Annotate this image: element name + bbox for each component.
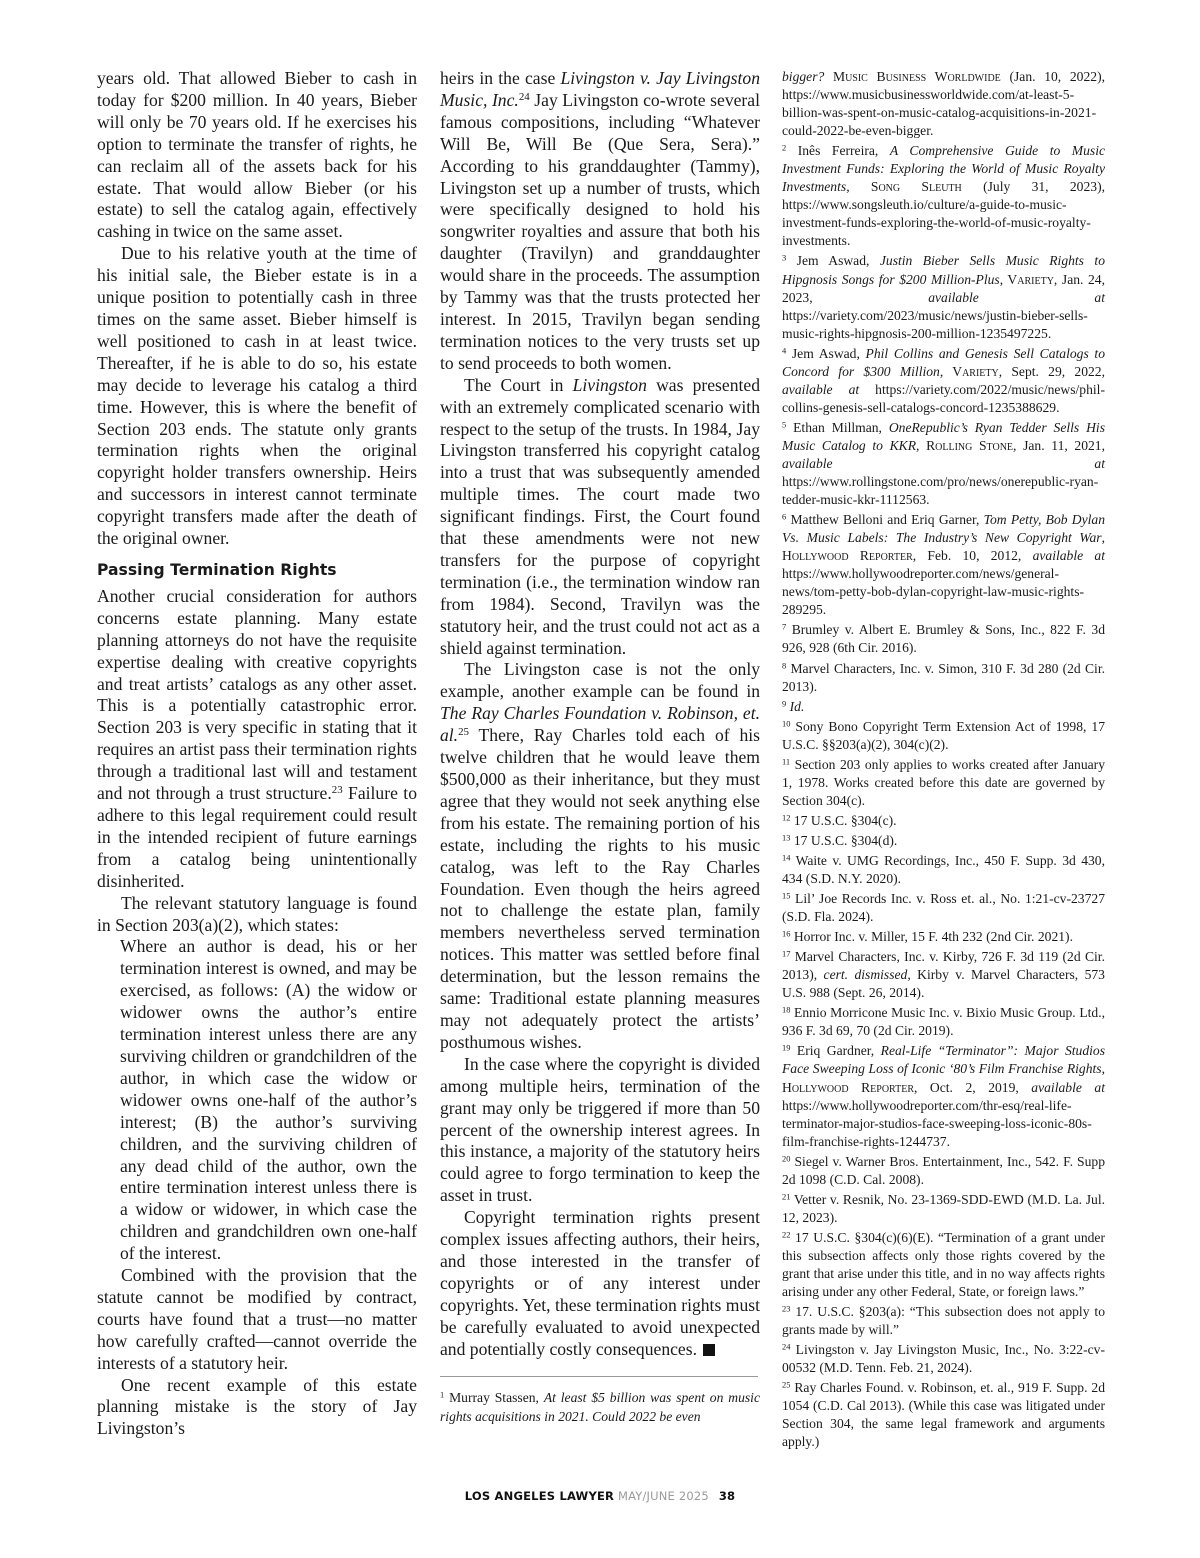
block-quote: Where an author is dead, his or her termination interest is owned, and may be exercised, as follows: (A) the widow or widower owns the author’s entire termination interest unless there are any surviving children or grandchildren of the author, in which case the widow or widower owns one-half of the author’s interest; (B) the author’s surviving children, and the surviving children of any dead child of the author, own the entire termination interest unless there is a widow or widower, in which case the children and grandchildren own one-half of the interest. bbox=[120, 936, 417, 1264]
available-at: available at bbox=[928, 289, 1106, 305]
text-span: Another crucial consideration for authors concerns estate planning. Many estate planning attorneys do not have the requisite expertise dealing with creative copyrights and treat artists’ catalogs as any other asset. This is a potentially catastrophic error. Section 203 is very specific in stating that it requires an artist pass their termination rights through a traditional last will and testament and not through a trust structure. bbox=[97, 585, 417, 804]
footnote-23 bbox=[782, 1303, 1105, 1339]
body-paragraph bbox=[440, 659, 760, 1053]
available-at: available at bbox=[782, 381, 860, 397]
text-span: Lil’ Joe Records Inc. v. Ross et. al., No. 1:21-cv-23727 (S.D. Fla. 2024). bbox=[782, 891, 1105, 925]
footnote-20 bbox=[782, 1153, 1105, 1189]
footnote-number: 11 bbox=[782, 756, 791, 767]
footnote-number: 8 bbox=[782, 659, 787, 670]
text-span: 17 U.S.C. §304(d). bbox=[790, 832, 898, 848]
body-paragraph bbox=[440, 68, 760, 375]
text-span: https://variety.com/2022/music/news/phil-collins-genesis-sell-catalogs-concord-1235388629. bbox=[782, 381, 1105, 415]
footnote-number: 13 bbox=[782, 832, 791, 843]
text-span: (July 31, 2023), https://www.songsleuth.io/culture/a-guide-to-music-investment-funds-exploring-the-world-of-music-royalty-investments. bbox=[782, 179, 1105, 249]
article-title: At least $5 billion was spent on music rights acquisitions in 2021. Could 2022 be even bbox=[440, 1390, 760, 1424]
footnote-number: 15 bbox=[782, 890, 791, 901]
footnote-number: 4 bbox=[782, 345, 787, 356]
footnote-11 bbox=[782, 756, 1105, 810]
publication-name: , Hollywood Reporter bbox=[782, 530, 1105, 564]
footnote-number: 7 bbox=[782, 621, 787, 632]
footnote-14 bbox=[782, 852, 1105, 888]
footnote-15 bbox=[782, 890, 1105, 926]
body-paragraph bbox=[440, 375, 760, 660]
body-paragraph: The relevant statutory language is found in Section 203(a)(2), which states: bbox=[97, 892, 417, 935]
footnote-1 bbox=[440, 1389, 760, 1425]
text-span: Marvel Characters, Inc. v. Kirby, 726 F. 3d 119 (2d Cir. 2013), bbox=[782, 949, 1105, 983]
text-span: cert. dismissed bbox=[823, 967, 908, 983]
footnote-ref: 24 bbox=[518, 90, 530, 103]
publication-name: Music Business Worldwide bbox=[824, 69, 1001, 84]
available-at: available at bbox=[1032, 548, 1105, 564]
case-name: Livingston v. Jay Livingston Music, Inc. bbox=[440, 68, 760, 110]
text-span: 17. U.S.C. §203(a): “This subsection does not apply to grants made by will.” bbox=[782, 1304, 1105, 1338]
body-paragraph: years old. That allowed Bieber to cash in today for $200 million. In 40 years, Bieber will only be 70 years old. If he exercises his option to terminate the transfer of rights, he can reclaim all of the assets back for his estate. That would allow Bieber (or his estate) to sell the catalog again, effectively cashing in twice on the same asset. bbox=[97, 68, 417, 242]
text-span: Inês Ferreira, bbox=[786, 143, 890, 159]
publication-title: LOS ANGELES LAWYER bbox=[464, 1489, 615, 1503]
footnote-16 bbox=[782, 928, 1105, 946]
text-span: Section 203 only applies to works created after January 1, 1978. Works created before this date are governed by Section 304(c). bbox=[782, 756, 1105, 808]
text-span: Matthew Belloni and Eriq Garner, bbox=[786, 512, 984, 528]
available-at: available at bbox=[1031, 1079, 1105, 1095]
text-span: , Oct. 2, 2019, bbox=[914, 1079, 1032, 1095]
text-span: , Feb. 10, 2012, bbox=[912, 548, 1033, 564]
text-span: Jay Livingston co-wrote several famous compositions, including “Whatever Will Be, Will Be (Que Sera, Sera).” According to his granddaughter (Tammy), Livingston set up a number of trusts, which were specifically designed to hold his songwriter royalties and assure that both his daughter (Travilyn) and granddaughter would share in the proceeds. The assumption by Tammy was that the trusts protected her interest. In 2015, Travilyn began sending termination notices to the very trusts set up to send proceeds to both women. bbox=[440, 89, 760, 373]
footnote-3 bbox=[782, 252, 1105, 342]
text-span: Failure to adhere to this legal requirement could result in the intended recipient of future earnings from a catalog being unintentionally disinherited. bbox=[97, 783, 417, 891]
text-span: Copyright termination rights present complex issues affecting authors, their heirs, and those interested in the transfer of copyrights or of any interest under copyrights. Yet, these termination rights must be carefully evaluated to avoid unexpected and potentially costly consequences. bbox=[440, 1207, 760, 1359]
footnotes-column bbox=[782, 68, 1105, 1453]
text-span: Ethan Millman, bbox=[786, 419, 889, 435]
footnote-number: 16 bbox=[782, 928, 791, 939]
footnote-17 bbox=[782, 948, 1105, 1002]
footnote-number: 12 bbox=[782, 812, 791, 823]
footnote-5 bbox=[782, 419, 1105, 509]
text-span: Marvel Characters, Inc. v. Simon, 310 F. 3d 280 (2d Cir. 2013). bbox=[782, 660, 1105, 694]
text-span: https://www.hollywoodreporter.com/news/general-news/tom-petty-bob-dylan-copyright-law-music-rights-289295. bbox=[782, 566, 1085, 618]
body-paragraph bbox=[440, 1207, 760, 1360]
article-title: bigger? bbox=[782, 69, 825, 84]
text-span: Brumley v. Albert E. Brumley & Sons, Inc., 822 F. 3d 926, 928 (6th Cir. 2016). bbox=[782, 622, 1105, 656]
body-paragraph: Due to his relative youth at the time of his initial sale, the Bieber estate is in a unique position to potentially cash in three times on the same asset. Bieber himself is well positioned to cash in at least twice. Thereafter, if he is able to do so, his estate may decide to leverage his catalog a third time. However, this is where the benefit of Section 203 ends. The statute only grants termination rights when the original copyright holder transfers ownership. Heirs and successors in interest cannot terminate copyright transfers made after the death of the original owner. bbox=[97, 243, 417, 549]
text-span: , Jan. 11, 2021, bbox=[1013, 437, 1106, 453]
text-span: There, Ray Charles told each of his twelve children that he would leave them $500,000 as their inheritance, but they must agree that they would not seek anything else from his estate. The remaining portion of his estate, including the rights to his music catalog, was left to the Ray Charles Foundation. Even though the heirs agreed not to challenge the estate plan, family members nevertheless served termination notices. This matter was settled before final determination, but the lesson remains the same: Traditional estate planning measures may not adequately protect the artists’ posthumous wishes. bbox=[440, 725, 760, 1052]
page-number: 38 bbox=[718, 1489, 736, 1503]
footnote-12 bbox=[782, 812, 1105, 830]
case-name: The Ray Charles Foundation v. Robinson, et. al. bbox=[440, 703, 760, 746]
footnote-number: 2 bbox=[782, 142, 787, 153]
footnote-7 bbox=[782, 621, 1105, 657]
footnote-18 bbox=[782, 1004, 1105, 1040]
text-span: , Jan. 24, 2023, bbox=[782, 271, 1105, 305]
case-name: Livingston bbox=[572, 374, 647, 395]
footnote-number: 9 bbox=[782, 697, 787, 708]
text-span: (Jan. 10, 2022), https://www.musicbusinessworldwide.com/at-least-5-billion-was-spent-on-music-catalog-acquisitions-in-2021-could-2022-be-even-bigger. bbox=[782, 69, 1105, 139]
footnotes-start bbox=[440, 1389, 760, 1425]
body-paragraph: In the case where the copyright is divided among multiple heirs, termination of the grant may only be triggered if more than 50 percent of the ownership interest agrees. In this instance, a majority of the statutory heirs could agree to forgo termination to keep the asset in trust. bbox=[440, 1053, 760, 1206]
text-span: , Sept. 29, 2022, bbox=[998, 363, 1105, 379]
footnote-number: 10 bbox=[782, 718, 791, 729]
footnote-4 bbox=[782, 345, 1105, 417]
page-footer bbox=[0, 1489, 1200, 1503]
publication-name: , Rolling Stone bbox=[916, 437, 1014, 453]
footnote-24 bbox=[782, 1341, 1105, 1377]
footnote-number: 14 bbox=[782, 852, 791, 863]
text-span: Livingston v. Jay Livingston Music, Inc., No. 3:22-cv-00532 (M.D. Tenn. Feb. 21, 2024). bbox=[782, 1342, 1105, 1376]
publication-name: , Variety bbox=[999, 271, 1054, 287]
article-title: A Comprehensive Guide to Music Investment Funds: Exploring the World of Music Royalty Investments bbox=[782, 143, 1105, 195]
footnote-1-continued bbox=[782, 68, 1105, 140]
end-mark-icon bbox=[703, 1344, 715, 1356]
footnote-number: 6 bbox=[782, 511, 787, 522]
text-span: Ray Charles Found. v. Robinson, et. al., 919 F. Supp. 2d 1054 (C.D. Cal 2013). (While this case was litigated under Section 304, the same legal framework and arguments apply.) bbox=[782, 1380, 1105, 1450]
article-title: Real-Life “Terminator”: Major Studios Face Sweeping Loss of Iconic ‘80’s Film Franchise Rights bbox=[782, 1043, 1105, 1077]
footnote-19 bbox=[782, 1042, 1105, 1150]
footnote-number: 1 bbox=[440, 1389, 445, 1400]
text-span: , Kirby v. Marvel Characters, 573 U.S. 988 (Sept. 26, 2014). bbox=[782, 967, 1105, 1001]
text-span: Sony Bono Copyright Term Extension Act of 1998, 17 U.S.C. §§203(a)(2), 304(c)(2). bbox=[782, 718, 1105, 752]
text-span: Ennio Morricone Music Inc. v. Bixio Music Group. Ltd., 936 F. 3d 69, 70 (2d Cir. 2019). bbox=[782, 1005, 1105, 1039]
text-span: Eriq Gardner, bbox=[790, 1043, 881, 1059]
article-column-2 bbox=[440, 68, 760, 1428]
footnote-number: 22 bbox=[782, 1229, 791, 1240]
body-paragraph bbox=[97, 586, 417, 893]
text-span: 17 U.S.C. §304(c). bbox=[790, 812, 897, 828]
text-span: Id. bbox=[789, 698, 805, 714]
text-span: Siegel v. Warner Bros. Entertainment, Inc., 542. F. Supp 2d 1098 (C.D. Cal. 2008). bbox=[782, 1153, 1105, 1187]
footnote-number: 5 bbox=[782, 419, 787, 430]
footnote-22 bbox=[782, 1229, 1105, 1301]
footnote-number: 3 bbox=[782, 252, 787, 263]
footnote-number: 19 bbox=[782, 1042, 791, 1053]
footnote-25 bbox=[782, 1379, 1105, 1451]
footnote-6 bbox=[782, 511, 1105, 619]
article-title: Phil Collins and Genesis Sell Catalogs to Concord for $300 Million bbox=[782, 345, 1106, 379]
text-span: https://www.rollingstone.com/pro/news/onerepublic-ryan-tedder-music-kkr-1112563. bbox=[782, 474, 1099, 508]
section-heading: Passing Termination Rights bbox=[97, 560, 337, 579]
footnote-9 bbox=[782, 698, 1105, 716]
article-title: Justin Bieber Sells Music Rights to Hipgnosis Songs for $200 Million-Plus bbox=[782, 253, 1105, 287]
body-paragraph: Combined with the provision that the statute cannot be modified by contract, courts have found that a trust—no matter how carefully crafted—cannot override the interests of a statutory heir. bbox=[97, 1265, 417, 1373]
publication-name: , Song Sleuth bbox=[846, 179, 962, 195]
footnote-number: 23 bbox=[782, 1303, 791, 1314]
footnote-21 bbox=[782, 1191, 1105, 1227]
footnote-number: 21 bbox=[782, 1191, 791, 1202]
publication-name: , Hollywood Reporter bbox=[782, 1061, 1105, 1095]
footnote-divider bbox=[440, 1376, 758, 1377]
footnote-number: 17 bbox=[782, 948, 791, 959]
footnote-ref: 25 bbox=[458, 726, 469, 739]
issue-date: MAY/JUNE 2025 bbox=[617, 1489, 709, 1503]
text-span: https://variety.com/2023/music/news/justin-bieber-sells-music-rights-hipgnosis-200-million-1235497225. bbox=[782, 307, 1088, 341]
text-span: Horror Inc. v. Miller, 15 F. 4th 232 (2nd Cir. 2021). bbox=[790, 929, 1073, 945]
text-span: https://www.hollywoodreporter.com/thr-esq/real-life-terminator-major-studios-face-sweeping-loss-iconic-80s-film-franchise-rights-1244737. bbox=[782, 1097, 1092, 1149]
text-span: heirs in the case bbox=[440, 68, 561, 88]
footnote-ref: 23 bbox=[331, 784, 343, 797]
text-span: Waite v. UMG Recordings, Inc., 450 F. Supp. 3d 430, 434 (S.D. N.Y. 2020). bbox=[782, 852, 1105, 887]
text-span: The Livingston case is not the only example, another example can be found in bbox=[440, 659, 760, 702]
text-span: The Court in bbox=[464, 374, 573, 395]
article-title: Tom Petty, Bob Dylan Vs. Music Labels: The Industry’s New Copyright War bbox=[782, 512, 1106, 546]
footnote-number: 24 bbox=[782, 1341, 791, 1352]
available-at: available at bbox=[782, 455, 1105, 471]
article-title: OneRepublic’s Ryan Tedder Sells His Music Catalog to KKR bbox=[782, 419, 1105, 453]
text-span: 17 U.S.C. §304(c)(6)(E). “Termination of a grant under this subsection affects only those rights covered by the grant that arise under this title, and in no way affects rights arising under any other Federal, State, or foreign laws.” bbox=[782, 1229, 1105, 1300]
footnote-2 bbox=[782, 142, 1105, 250]
footnote-number: 18 bbox=[782, 1004, 791, 1015]
footnote-number: 25 bbox=[782, 1379, 791, 1390]
footnote-8 bbox=[782, 660, 1105, 696]
text-span: was presented with an extremely complicated scenario with respect to the setup of the trusts. In 1984, Jay Livingston transferred his copyright catalog into a trust that was subsequently amended multiple times. The court made two significant findings. First, the Court found that these amendments were not new transfers for the purpose of copyright termination (i.e., the termination window ran from 1984). Second, Travilyn was the statutory heir, and the trust could not act as a shield against termination. bbox=[440, 374, 761, 658]
article-column-1 bbox=[97, 68, 417, 1440]
text-span: Jem Aswad, bbox=[786, 253, 880, 269]
footnote-13 bbox=[782, 832, 1105, 850]
publication-name: , Variety bbox=[939, 363, 999, 379]
text-span: Murray Stassen, bbox=[444, 1390, 544, 1406]
text-span: Vetter v. Resnik, No. 23-1369-SDD-EWD (M.D. La. Jul. 12, 2023). bbox=[782, 1191, 1105, 1225]
footnote-number: 20 bbox=[782, 1153, 791, 1164]
body-paragraph: One recent example of this estate planning mistake is the story of Jay Livingston’s bbox=[97, 1374, 417, 1439]
text-span: Jem Aswad, bbox=[786, 345, 866, 361]
footnote-10 bbox=[782, 718, 1105, 754]
